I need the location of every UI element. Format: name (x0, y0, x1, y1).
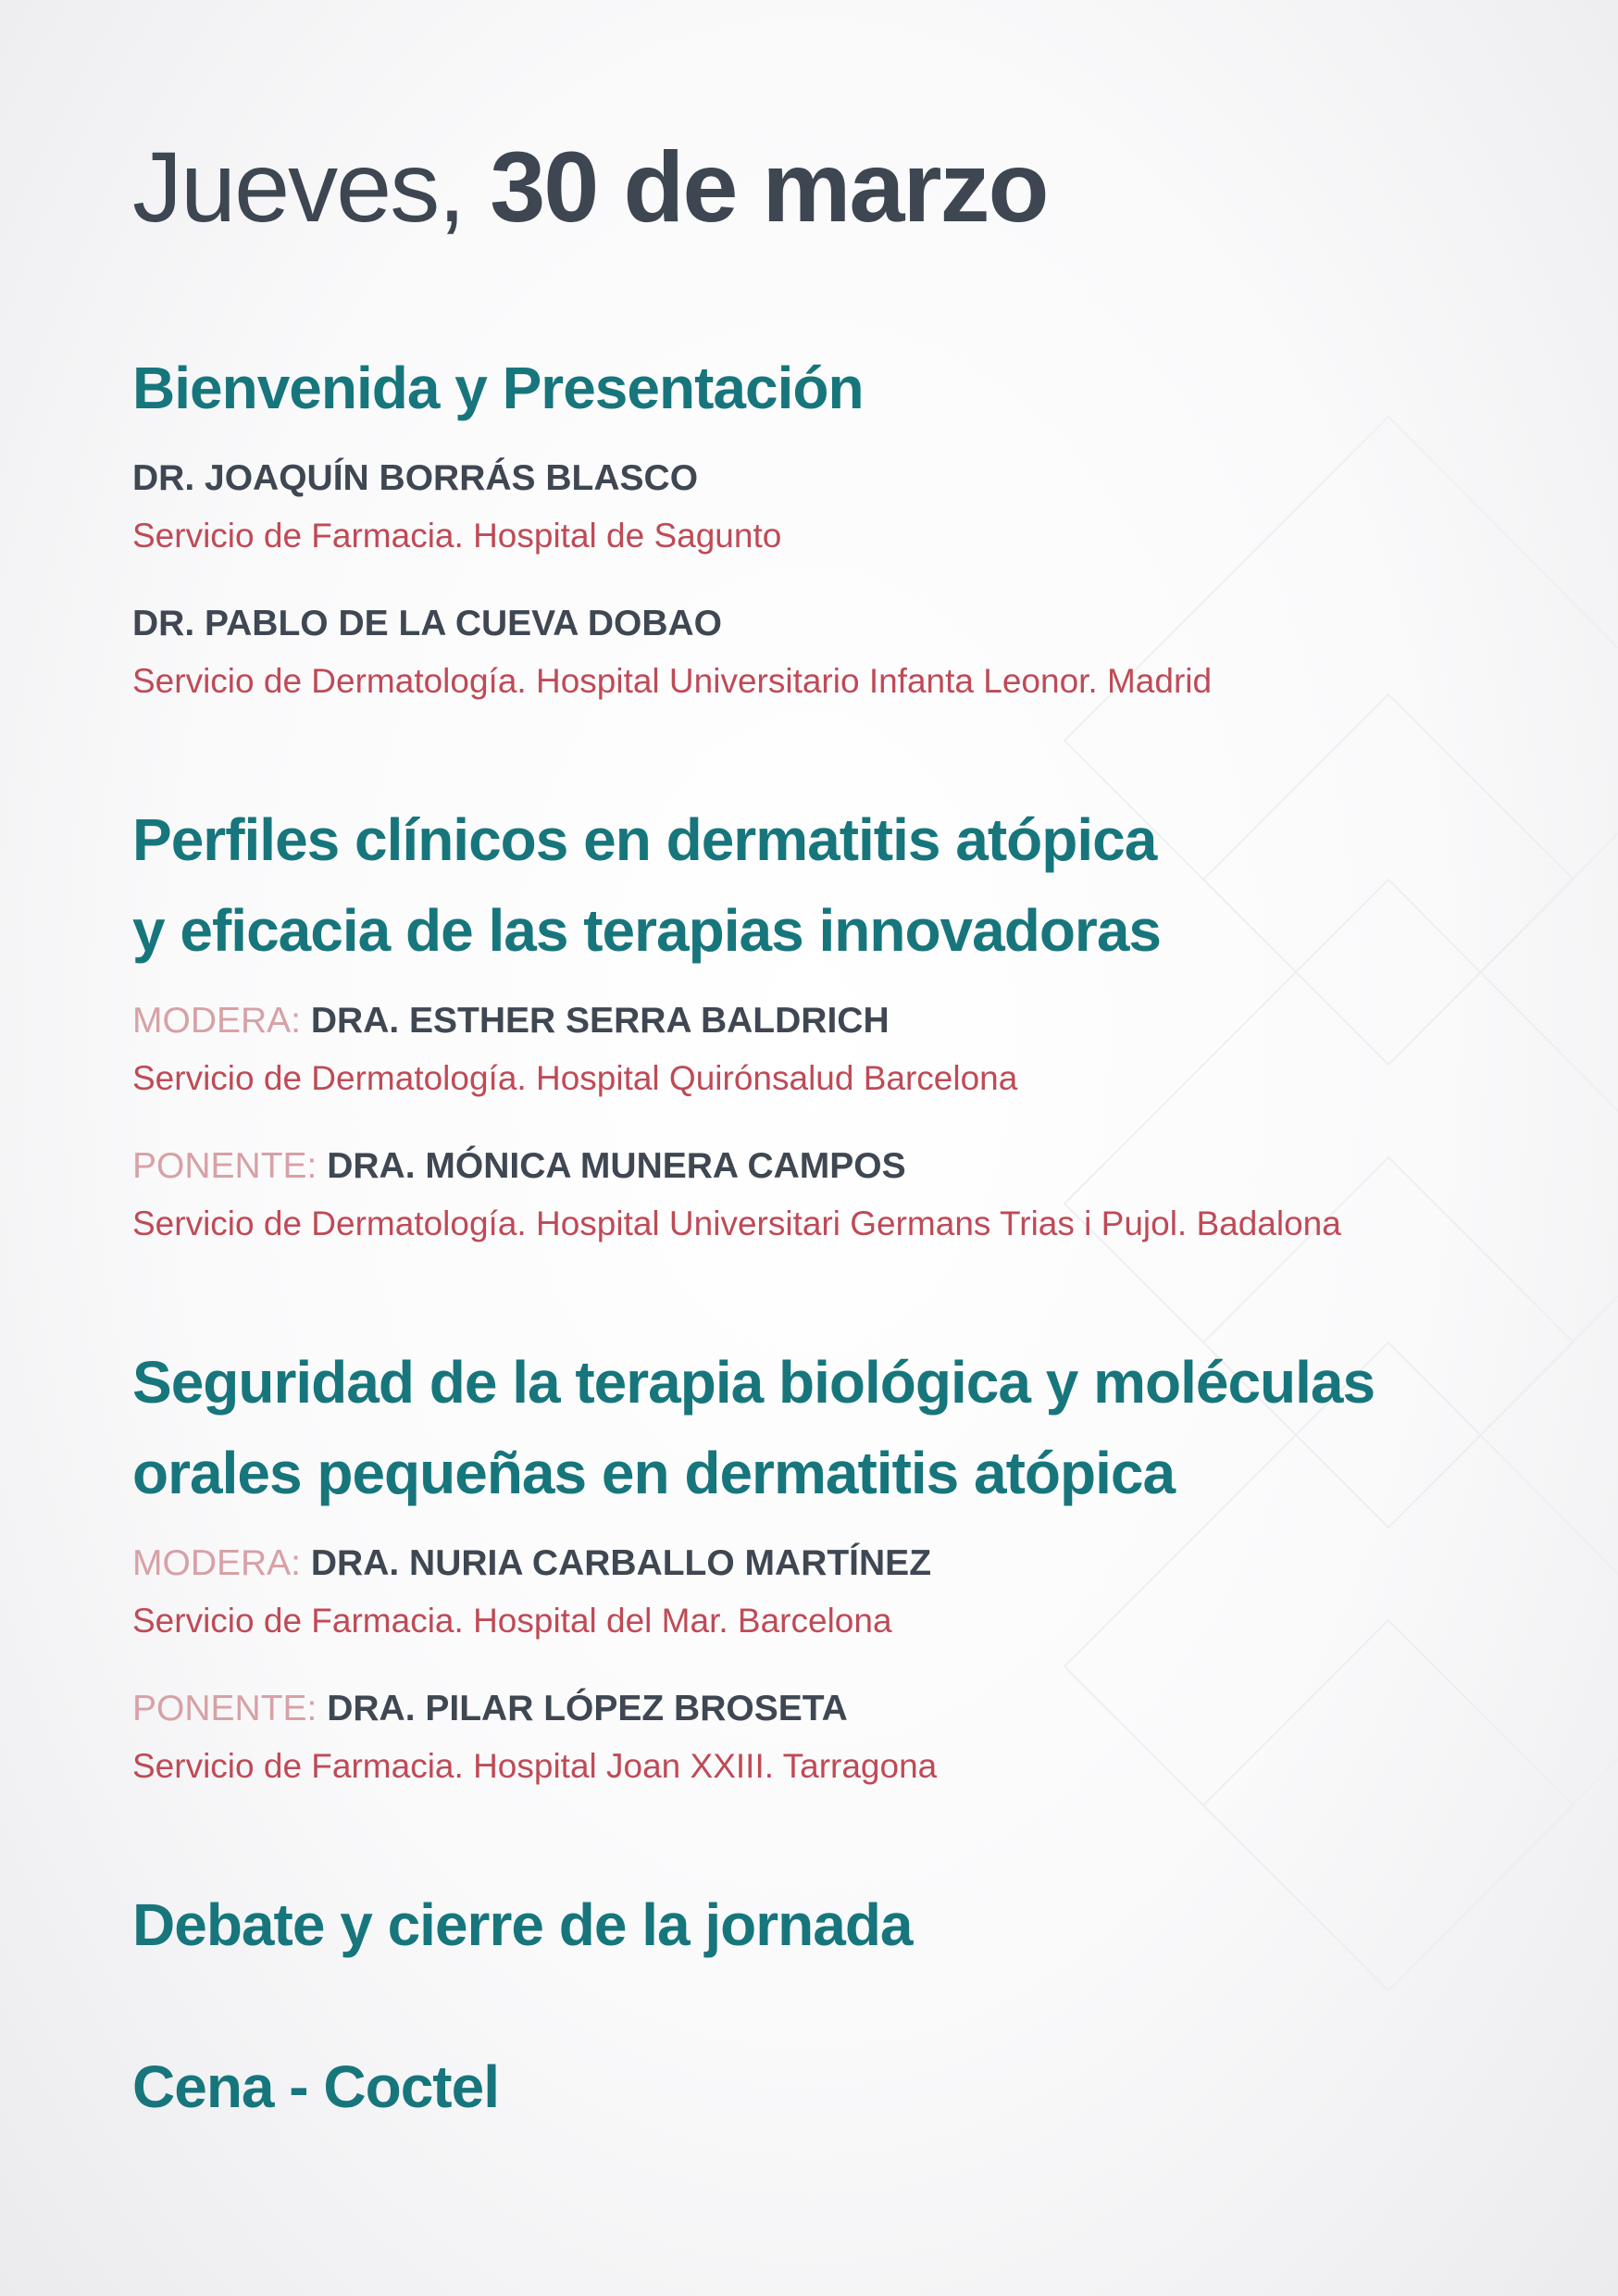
section-title-debate: Debate y cierre de la jornada (132, 1891, 913, 1958)
date-weekday: Jueves, (132, 131, 465, 243)
moderator-carballo (132, 1541, 931, 1644)
speaker-name: DRA. ESTHER SERRA BALDRICH (310, 1001, 890, 1041)
speaker-name: DRA. MÓNICA MUNERA CAMPOS (327, 1146, 906, 1186)
speaker-affiliation: Servicio de Dermatología. Hospital Universitari Germans Trias i Pujol. Badalona (132, 1204, 1341, 1242)
speaker-name: DR. JOAQUÍN BORRÁS BLASCO (132, 458, 699, 498)
role-label: MODERA: (132, 1543, 302, 1583)
role-label: MODERA: (132, 1001, 302, 1041)
section-title-cena: Cena - Coctel (132, 2053, 499, 2120)
speaker-name: DRA. PILAR LÓPEZ BROSETA (327, 1689, 848, 1728)
section-title-perfiles: Perfiles clínicos en dermatitis atópica y eficacia de las terapias innovadoras (132, 806, 1161, 964)
section-title-seguridad: Seguridad de la terapia biológica y moléculas orales pequeñas en dermatitis atópica (132, 1349, 1375, 1506)
section-title-bienvenida: Bienvenida y Presentación (132, 355, 864, 421)
speaker-name: DR. PABLO DE LA CUEVA DOBAO (132, 604, 723, 643)
date-day: 30 de marzo (490, 131, 1048, 243)
role-label: PONENTE: (132, 1146, 317, 1186)
speaker-affiliation: Servicio de Farmacia. Hospital del Mar. Barcelona (132, 1602, 892, 1640)
role-label: PONENTE: (132, 1689, 317, 1728)
speaker-lopez (132, 1686, 937, 1790)
date-heading (132, 131, 1048, 243)
speaker-affiliation: Servicio de Farmacia. Hospital Joan XXIII. Tarragona (132, 1747, 938, 1785)
moderator-serra (132, 998, 1017, 1102)
speaker-affiliation: Servicio de Dermatología. Hospital Universitario Infanta Leonor. Madrid (132, 662, 1213, 700)
speaker-borras (132, 455, 781, 559)
speaker-affiliation: Servicio de Farmacia. Hospital de Sagunto (132, 517, 782, 555)
speaker-name: DRA. NURIA CARBALLO MARTÍNEZ (310, 1543, 932, 1583)
speaker-affiliation: Servicio de Dermatología. Hospital Quirónsalud Barcelona (132, 1059, 1018, 1097)
speaker-cueva (132, 601, 1212, 705)
speaker-munera (132, 1143, 1341, 1247)
